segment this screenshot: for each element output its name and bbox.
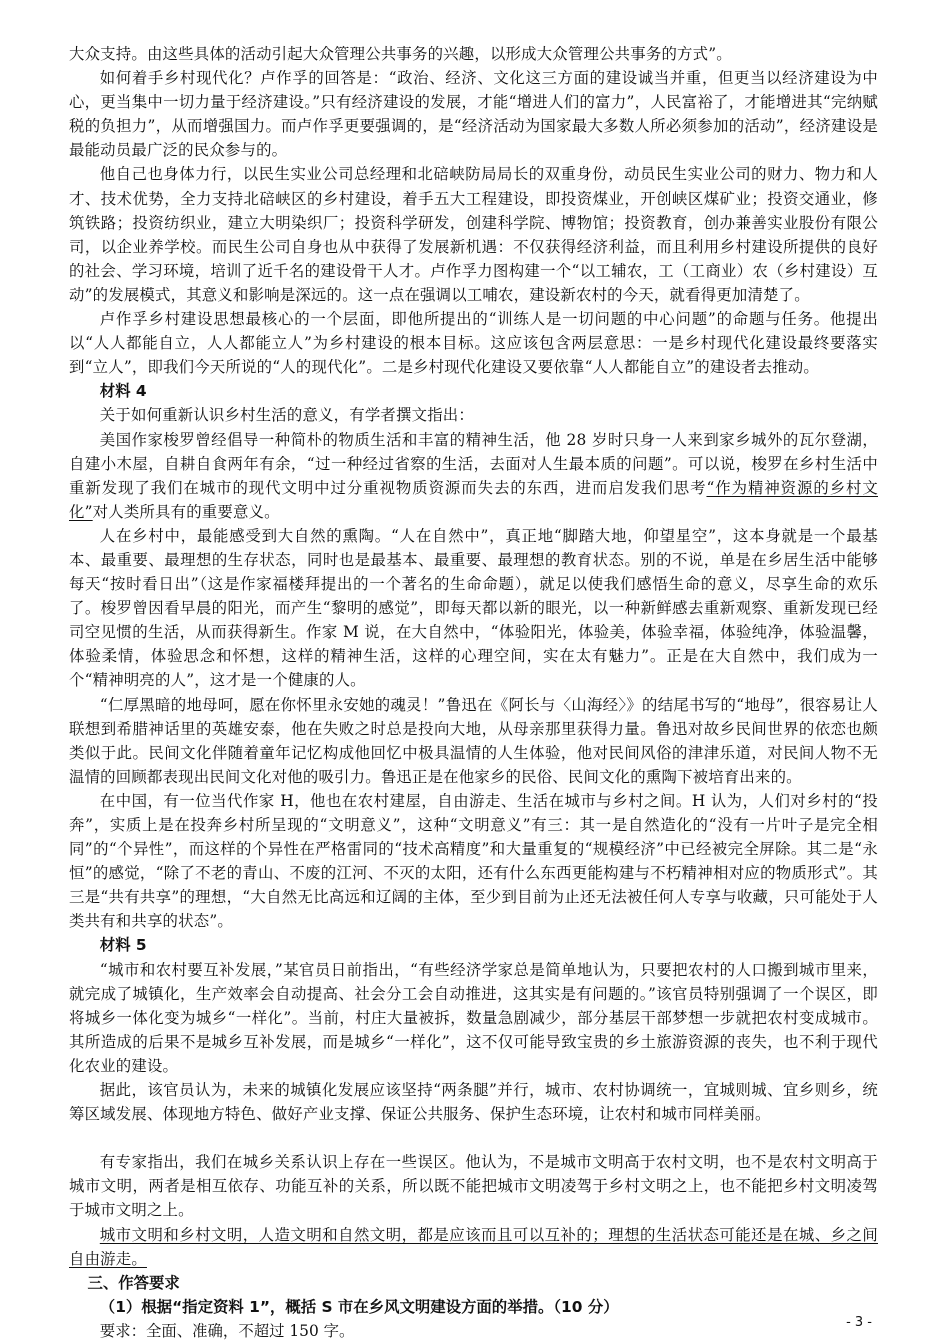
paragraph-5: 关于如何重新认识乡村生活的意义，有学者撰文指出： — [99, 406, 474, 425]
blank-line — [69, 1126, 878, 1150]
paragraph-7: 人在乡村中，最能感受到大自然的熏陶。“人在自然中”，真正地“脚踏大地，仰望星空”，这本身就是一个最基本、最重要、最理想的生存状态，同时也是最基本、最重要、最理想的教育状态。别的不说，单是在乡居生活中能够每天“按时看日出”（这是作家福楼拜提出的一个著名的生命命题），就足以使我们感悟生命的意义，尽享生命的欢乐了。梭罗曾因看早晨的阳光，而产生“黎明的感觉”，即每天都以新的眼光，以一种新鲜感去重新观察、重新发现已经司空见惯的生活，从而获得新生。作家 M 说，在大自然中，“体验阳光，体验美，体验幸福，体验纯净，体验温馨，体验柔情，体验思念和怀想，这样的精神生活，这样的心理空间，实在太有魅力”。正是在大自然中，我们成为一个“精神明亮的人”，这才是一个健康的人。 — [69, 526, 878, 690]
task-1: （1）根据“指定资料 1”，概括 S 市在乡风文明建设方面的举措。（10 分） — [99, 1297, 619, 1316]
page-number: - 3 - — [846, 1315, 872, 1330]
paragraph-6-text-b: 对人类所具有的重要意义。 — [92, 502, 280, 521]
paragraph-9: 在中国，有一位当代作家 H，他也在农村建屋，自由游走、生活在城市与乡村之间。H 认为，人们对乡村的“投奔”，实质上是在投奔乡村所呈现的“文明意义”，这种“文明意义”有三：其一是自然造化的“没有一片叶子是完全相同”的“个异性”，而这样的个异性在严格雷同的“技术高精度”和大量重复的“规模经济”中已经被完全屏除。其二是“永恒”的感觉，“除了不老的青山、不废的江河、不灭的太阳，还有什么东西更能构建与不朽精神相对应的物质形式”。其三是“共有共享”的理想，“大自然无比高远和辽阔的主体，至少到目前为止还无法被任何人专享与收藏，只可能处于人类共有和共享的状态”。 — [69, 791, 878, 931]
paragraph-6-underlined: “作为精神资源的乡村文化” — [69, 478, 878, 521]
paragraph-1: 大众支持。由这些具体的活动引起大众管理公共事务的兴趣，以形成大众管理公共事务的方式”。 — [69, 45, 732, 63]
paragraph-6 — [69, 428, 878, 524]
paragraph-13 — [69, 1223, 878, 1271]
paragraph-8: “仁厚黑暗的地母呵，愿在你怀里永安她的魂灵！”鲁迅在《阿长与〈山海经〉》的结尾书写的“地母”，很容易让人联想到希腊神话里的英雄安泰，他在失败之时总是投向大地，从母亲那里获得力量。鲁迅对故乡民间世界的依恋也颇类似于此。民间文化伴随着童年记忆构成他回忆中极具温情的人生体验，他对民间风俗的津津乐道，对民间人物不无温情的回顾都表现出民间文化对他的吸引力。鲁迅正是在他家乡的民俗、民间文化的熏陶下被培育出来的。 — [69, 695, 878, 786]
material-4-heading: 材料 4 — [99, 382, 147, 401]
material-5-heading: 材料 5 — [99, 936, 147, 955]
paragraph-12: 有专家指出，我们在城乡关系认识上存在一些误区。他认为，不是城市文明高于农村文明，也不是农村文明高于城市文明，两者是相互依存、功能互补的关系，所以既不能把城市文明凌驾于乡村文明之上，也不能把乡村文明凌驾于城市文明之上。 — [69, 1153, 878, 1220]
paragraph-3: 他自己也身体力行，以民生实业公司总经理和北碚峡防局局长的双重身份，动员民生实业公司的财力、物力和人才、技术优势，全力支持北碚峡区的乡村建设，着手五大工程建设，即投资煤业，开创峡区煤矿业；投资交通业，修筑铁路；投资纺织业，建立大明染织厂；投资科学研发，创建科学院、博物馆；投资教育，创办兼善实业股份有限公司，以企业养学校。而民生公司自身也从中获得了发展新机遇：不仅获得经济利益，而且利用乡村建设所提供的良好的社会、学习环境，培训了近千名的建设骨干人才。卢作孚力图构建一个“以工辅农，工（工商业）农（乡村建设）互动”的发展模式，其意义和影响是深远的。这一点在强调以工哺农，建设新农村的今天，就看得更加清楚了。 — [69, 165, 878, 304]
paragraph-10: “城市和农村要互补发展，”某官员日前指出，“有些经济学家总是简单地认为，只要把农村的人口搬到城市里来，就完成了城镇化，生产效率会自动提高、社会分工会自动推进，这其实是有问题的。”该官员特别强调了一个误区，即将城乡一体化变为城乡“一样化”。当前，村庄大量被拆，数量急剧减少，部分基层干部梦想一步就把农村变成城市。其所造成的后果不是城乡互补发展，而是城乡“一样化”，这不仅可能导致宝贵的乡土旅游资源的丧失，也不利于现代化农业的建设。 — [69, 960, 878, 1075]
paragraph-11: 据此，该官员认为，未来的城镇化发展应该坚持“两条腿”并行，城市、农村协调统一，宜城则城、宜乡则乡，统筹区域发展、体现地方特色、做好产业支撑、保证公共服务、保护生态环境，让农村和城市同样美丽。 — [69, 1081, 878, 1124]
paragraph-2: 如何着手乡村现代化？卢作孚的回答是：“政治、经济、文化这三方面的建设诚当并重，但更当以经济建设为中心，更当集中一切力量于经济建设。”只有经济建设的发展，才能“增进人们的富力”，人民富裕了，才能增进其“完纳赋税的负担力”，从而增强国力。而卢作孚更要强调的，是“经济活动为国家最大多数人所必须参加的活动”，经济建设是最能动员最广泛的民众参与的。 — [69, 69, 878, 160]
section-3-heading: 三、作答要求 — [87, 1273, 180, 1292]
paragraph-13-underlined: 城市文明和乡村文明，人造文明和自然文明，都是应该而且可以互补的；理想的生活状态可能还是在城、乡之间自由游走。 — [69, 1225, 878, 1268]
task-1-requirement: 要求：全面、准确，不超过 150 字。 — [99, 1321, 355, 1340]
paragraph-6-text-a: 美国作家梭罗曾经倡导一种简朴的物质生活和丰富的精神生活，他 28 岁时只身一人来到家乡城外的瓦尔登湖，自建小木屋，自耕自食两年有余，“过一种经过省察的生活，去面对人生最本质的问题”。可以说，梭罗在乡村生活中重新发现了我们在城市的现代文明中过分重视物质资源而失去的东西，进而启发我们思考 — [69, 430, 878, 497]
paragraph-4: 卢作孚乡村建设思想最核心的一个层面，即他所提出的“训练人是一切问题的中心问题”的命题与任务。他提出以“人人都能自立，人人都能立人”为乡村建设的根本目标。这应该包含两层意思：一是乡村现代化建设最终要落实到“立人”，即我们今天所说的“人的现代化”。二是乡村现代化建设又要依靠“人人都能自立”的建设者去推动。 — [69, 310, 878, 377]
